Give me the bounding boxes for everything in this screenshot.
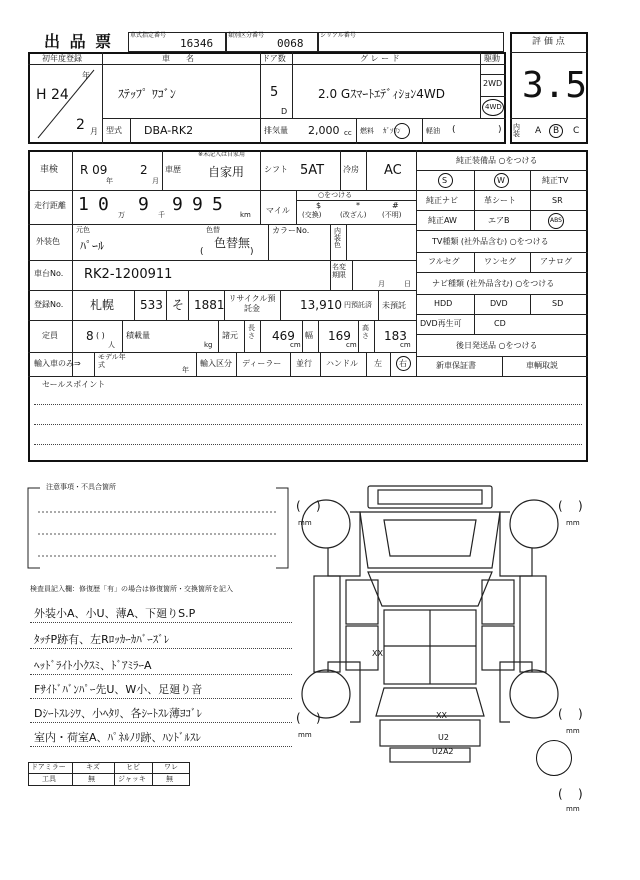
tire-mm-rl: mm	[298, 731, 312, 739]
interior-b: B	[553, 126, 560, 136]
reg-no-label: 車式指定番号	[130, 32, 167, 39]
interior-c: C	[573, 126, 580, 136]
equip-tv: 純正TV	[542, 176, 569, 185]
import-dealer: ディーラー	[242, 359, 282, 368]
class-no-label: 類別区分番号	[228, 32, 265, 39]
first-reg-month-unit: 月	[90, 127, 98, 136]
reg-kana: そ	[172, 298, 185, 312]
title-expiry-day-unit: 日	[404, 280, 411, 288]
tv-full-seg: フルセグ	[428, 257, 460, 266]
tire-mm-spare: mm	[566, 805, 580, 813]
damage-mark-2: XX	[436, 711, 447, 720]
handle-right: 右	[399, 359, 407, 368]
tire-bracket-rl-l: (	[296, 711, 301, 725]
recycle-label: リサイクル預託金	[228, 294, 276, 313]
tv-analog: アナログ	[540, 257, 572, 266]
mileage-digit-2: 0	[98, 194, 109, 215]
equip-title: 純正装備品 ○をつける	[456, 156, 538, 165]
inspection-label: 車検	[40, 165, 59, 175]
capacity-paren: ( )	[96, 331, 105, 340]
equip-abs: ABS	[550, 217, 562, 224]
first-reg-year-unit: 年	[82, 71, 90, 80]
model-value: DBA-RK2	[144, 124, 194, 137]
navi-hdd: HDD	[434, 299, 453, 308]
inspection-value: R 09	[80, 163, 108, 177]
grade-value: 2.0 Gｽﾏｰﾄｴﾃﾞｨｼｮﾝ4WD	[318, 87, 445, 101]
tire-bracket-spare-l: (	[558, 787, 563, 801]
acc-header-2: キズ	[86, 763, 100, 771]
inspector-label: 検査員記入欄：修復歴「有」の場合は修復箇所・交換箇所を記入	[30, 585, 233, 593]
mile-label: マイル	[266, 206, 290, 215]
length-cm: cm	[290, 341, 301, 349]
equip-sr: SR	[552, 196, 563, 205]
mileage-digit-4: 9	[172, 194, 183, 215]
height-label: 高さ	[362, 324, 369, 341]
mileage-digit-6: 5	[212, 194, 223, 215]
navi-dvd: DVD	[490, 299, 508, 308]
history-note: ※未記入は自家用	[198, 151, 246, 158]
class-no-value: 0068	[277, 37, 304, 50]
fuel-paren-l: (	[452, 125, 456, 135]
score-label: 評 価 点	[532, 37, 565, 47]
reg-city: 札幌	[90, 298, 115, 312]
acc-value-1: 工具	[42, 775, 56, 783]
tire-bracket-fr-l: (	[558, 499, 563, 513]
inspector-note-2: ﾀｯﾁP跡有、左Rﾛｯｶｰｶﾊﾞｰｽﾞﾚ	[34, 633, 170, 646]
navi-dvd-play: DVD再生可	[420, 319, 462, 328]
equip-navi: 純正ナビ	[426, 196, 458, 205]
color-value: ﾊﾟｰﾙ	[80, 239, 105, 253]
color-label: 外装色	[36, 237, 60, 246]
fuel-gas-circle	[394, 123, 410, 139]
mileage-man: 万	[118, 211, 125, 219]
doors-label: ドア数	[262, 54, 286, 63]
recycle-value: 13,910	[300, 298, 342, 312]
drive-label: 駆動	[484, 54, 500, 63]
shift-label: シフト	[264, 165, 288, 174]
height-cm: cm	[400, 341, 411, 349]
tire-bracket-fl-r: )	[316, 499, 321, 513]
tire-bracket-fr-r: )	[578, 499, 583, 513]
width-value: 169	[328, 329, 351, 343]
displacement-label: 排気量	[264, 126, 288, 135]
equip-aw: 純正AW	[428, 216, 457, 225]
height-value: 183	[384, 329, 407, 343]
inspector-note-6: 室内・荷室A、ﾊﾟﾈﾙﾉﾘ跡、ﾊﾝﾄﾞﾙｽﾚ	[34, 731, 202, 744]
tv-type-title: TV種類 (社外品含む) ○をつける	[432, 237, 549, 246]
later-manual: 車輌取説	[526, 361, 558, 370]
tire-mm-rr: mm	[566, 727, 580, 735]
chassis-value: RK2-1200911	[84, 267, 173, 282]
meter-tamper: (改ざん)	[340, 211, 367, 219]
width-cm: cm	[346, 341, 357, 349]
meter-exchange-symbol: $	[316, 201, 322, 210]
reg-number: 1881	[194, 298, 225, 312]
reg-no-value: 16346	[180, 37, 214, 50]
repaint-value: 色替無	[214, 236, 251, 250]
capacity-label: 定員	[42, 331, 58, 340]
capacity-unit: 人	[108, 341, 115, 349]
load-label: 積載量	[126, 331, 150, 340]
damage-mark-1: XX	[372, 649, 383, 658]
first-reg-era-year: H 24	[36, 87, 69, 103]
dims-label: 諸元	[222, 331, 238, 340]
acc-value-3: ジャッキ	[118, 775, 146, 783]
later-title: 後日発送品 ○をつける	[456, 341, 538, 350]
mileage-label: 走行距離	[34, 201, 66, 210]
tv-one-seg: ワンセグ	[484, 257, 516, 266]
handle-label: ハンドル	[326, 359, 358, 368]
fuel-gas: ｶﾞｿﾘﾝ	[383, 127, 401, 135]
meter-unknown: (不明)	[382, 211, 402, 219]
inspector-note-4: Fｻｲﾄﾞﾊﾞﾝﾊﾟｰ先U、W小、足廻り音	[34, 683, 203, 696]
meter-exchange: (交換)	[302, 211, 322, 219]
orig-color-label: 元色	[76, 226, 90, 234]
capacity-value: 8	[86, 329, 94, 343]
doors-value: 5	[270, 85, 279, 100]
meter-tamper-symbol: *	[356, 201, 360, 210]
recycle-unit: 円預託済	[344, 301, 372, 309]
car-diagram	[300, 476, 560, 766]
spare-tire-icon	[536, 740, 572, 776]
first-reg-month: 2	[76, 117, 85, 133]
damage-mark-3: U2	[438, 733, 449, 742]
acc-value-4: 無	[166, 775, 173, 783]
import-type-label: 輸入区分	[200, 359, 232, 368]
navi-cd: CD	[494, 319, 506, 328]
displacement-cc: cc	[344, 129, 352, 137]
shift-value: 5AT	[300, 163, 325, 178]
fuel-light-label: 軽油	[426, 127, 440, 135]
fuel-label: 燃料	[360, 127, 374, 135]
history-value: 自家用	[208, 165, 245, 179]
length-value: 469	[272, 329, 295, 343]
later-warranty: 新車保証書	[436, 361, 476, 370]
damage-mark-4: U2A2	[432, 747, 454, 756]
tire-bracket-spare-r: )	[578, 787, 583, 801]
model-year-label: モデル年式	[98, 353, 126, 369]
navi-sd: SD	[552, 299, 564, 308]
acc-header-1: ドアミラー	[31, 763, 66, 771]
fuel-paren-r: )	[498, 125, 502, 135]
mileage-digit-5: 9	[192, 194, 203, 215]
model-year-unit: 年	[182, 366, 189, 374]
form-title: 出 品 票	[44, 32, 114, 51]
acc-value-2: 無	[88, 775, 95, 783]
reg-class: 533	[140, 298, 163, 312]
tire-mm-fr: mm	[566, 519, 580, 527]
meter-unknown-symbol: #	[392, 201, 399, 210]
acc-header-3: ヒビ	[126, 763, 140, 771]
handle-left: 左	[374, 359, 382, 368]
equip-leather: 革シート	[484, 196, 516, 205]
equip-twin-sr: W	[497, 176, 505, 185]
inspector-note-5: Dｼｰﾄｽﾚｼﾜ、小ﾍﾀﾘ、各ｼｰﾄｽﾚ薄ﾖｺﾞﾚ	[34, 707, 202, 720]
title-expiry-label: 名変期限	[332, 263, 346, 279]
color-no-label: カラーNo.	[272, 226, 310, 235]
chassis-label: 車台No.	[34, 269, 64, 278]
length-label: 長さ	[248, 324, 255, 341]
notes-frame	[24, 484, 292, 574]
mileage-digit-3: 9	[138, 194, 149, 215]
inspection-month-unit: 月	[152, 177, 159, 185]
tire-bracket-fl-l: (	[296, 499, 313, 513]
tire-mm-fl: mm	[298, 519, 312, 527]
inspector-note-1: 外装小A、小U、薄A、下廻りS.P	[34, 607, 196, 620]
interior-color-label: 内装色	[334, 227, 341, 249]
mileage-km: km	[240, 211, 251, 219]
model-label: 型式	[106, 126, 122, 135]
sales-point-label: セールスポイント	[42, 380, 106, 389]
tire-bracket-rr-r: )	[578, 707, 583, 721]
first-reg-label: 初年度登録	[42, 54, 82, 63]
inspection-month: 2	[140, 163, 148, 177]
ac-value: AC	[384, 163, 402, 178]
tire-bracket-rl-r: )	[316, 711, 321, 725]
interior-a: A	[535, 126, 542, 136]
notes-label: 注意事項・不具合箇所	[46, 483, 116, 491]
load-kg: kg	[204, 341, 213, 349]
repaint-paren-r: )	[250, 247, 254, 257]
drive-2wd: 2WD	[483, 79, 503, 88]
import-parallel: 並行	[296, 359, 312, 368]
grade-label: グ レ ー ド	[360, 54, 400, 63]
ac-label: 冷房	[343, 165, 359, 174]
doors-d: D	[281, 107, 288, 116]
title-expiry-month-unit: 月	[378, 280, 385, 288]
car-name-label: 車 名	[162, 54, 194, 63]
reg-label: 登録No.	[34, 300, 64, 309]
displacement-value: 2,000	[308, 124, 340, 137]
history-label: 車歴	[165, 165, 181, 174]
navi-type-title: ナビ種類 (社外品含む) ○をつける	[432, 279, 555, 288]
width-label: 幅	[305, 331, 313, 340]
equip-sunroof: S	[442, 176, 448, 185]
serial-label: シリアル番号	[320, 32, 356, 39]
drive-4wd: 4WD	[485, 103, 502, 111]
acc-header-4: ワレ	[164, 763, 178, 771]
repaint-paren-l: (	[200, 247, 204, 257]
meter-note: ○をつける	[318, 191, 353, 199]
import-label: 輸入車のみ⇒	[34, 359, 81, 368]
tire-bracket-rr-l: (	[558, 707, 563, 721]
car-name-value: ｽﾃｯﾌﾟ ﾜｺﾞﾝ	[118, 87, 176, 101]
score-value: 3.5	[522, 65, 588, 106]
mileage-sen: 千	[158, 211, 165, 219]
repaint-label: 色替	[206, 226, 220, 234]
interior-label: 内装	[513, 123, 520, 138]
inspector-note-3: ﾍｯﾄﾞﾗｲﾄ小ｸｽﾐ、ﾄﾞｱﾐﾗｰA	[34, 659, 152, 672]
inspection-year-unit: 年	[106, 177, 113, 185]
recycle-unpaid: 未預託	[382, 301, 406, 310]
equip-airbag: エアB	[488, 216, 510, 225]
mileage-digit-1: 1	[78, 194, 89, 215]
